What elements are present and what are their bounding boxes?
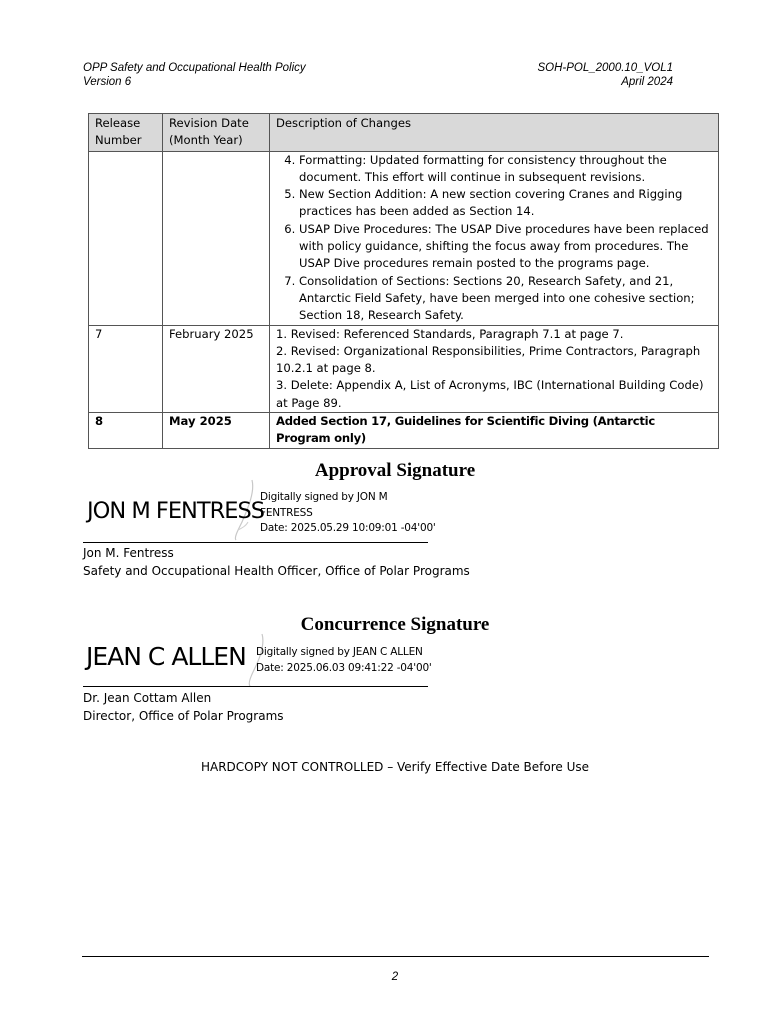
signed-date: Date: 2025.05.29 10:09:01 -04'00'	[260, 522, 436, 534]
signer-title: Safety and Occupational Health Officer, Office of Polar Programs	[83, 563, 470, 578]
table-header-row	[89, 114, 719, 152]
date-cell	[163, 151, 270, 325]
concurrence-signature-details	[256, 645, 432, 676]
approval-signer	[83, 545, 470, 580]
approval-signature-name: JON M FENTRESS	[87, 498, 265, 524]
signed-by-line: Digitally signed by JON M	[260, 491, 388, 503]
release-cell: 7	[89, 325, 163, 412]
change-line: 2. Revised: Organizational Responsibilities, Prime Contractors, Paragraph 10.2.1 at page 8.	[276, 343, 701, 376]
signer-name: Dr. Jean Cottam Allen	[83, 691, 212, 705]
concurrence-signer	[83, 690, 284, 725]
list-item: 7. Consolidation of Sections: Sections 20, Research Safety, and 21, Antarctic Field Safety, have been merged into one cohesive section; Section 18, Research Safety.	[299, 273, 712, 325]
list-item: 4. Formatting: Updated formatting for consistency throughout the document. This effort will continue in subsequent revisions.	[299, 152, 712, 187]
hardcopy-notice: HARDCOPY NOT CONTROLLED – Verify Effective Date Before Use	[200, 760, 590, 774]
header-left	[83, 61, 306, 89]
description-cell: Added Section 17, Guidelines for Scientific Diving (Antarctic Program only)	[270, 413, 719, 449]
description-cell	[270, 325, 719, 412]
signer-name: Jon M. Fentress	[83, 546, 174, 560]
table-row	[89, 151, 719, 325]
change-line: 1. Revised: Referenced Standards, Paragraph 7.1 at page 7.	[276, 326, 624, 341]
change-list	[276, 152, 712, 325]
signed-date: Date: 2025.06.03 09:41:22 -04'00'	[256, 661, 432, 674]
revision-table	[88, 113, 719, 449]
change-line: 3. Delete: Appendix A, List of Acronyms, IBC (International Building Code) at Page 89.	[276, 378, 704, 410]
concurrence-signature-line	[83, 686, 428, 687]
release-cell	[89, 151, 163, 325]
release-cell: 8	[89, 413, 163, 449]
page-number: 2	[391, 971, 399, 983]
column-header-date: Revision Date (Month Year)	[163, 114, 270, 152]
document-date: April 2024	[621, 76, 673, 88]
table-row	[89, 325, 719, 412]
header-right	[520, 61, 673, 89]
document-title: OPP Safety and Occupational Health Policy	[83, 62, 306, 74]
column-header-release: Release Number	[89, 114, 163, 152]
date-cell: May 2025	[163, 413, 270, 449]
table-row	[89, 413, 719, 449]
signed-by-line: Digitally signed by JEAN C ALLEN	[256, 646, 423, 658]
concurrence-signature-name: JEAN C ALLEN	[86, 642, 246, 671]
column-header-description: Description of Changes	[270, 114, 719, 152]
description-cell	[270, 151, 719, 325]
signed-by-line: FENTRESS	[260, 506, 313, 519]
list-item: 5. New Section Addition: A new section covering Cranes and Rigging practices has been added as Section 14.	[299, 186, 712, 221]
document-id: SOH-POL_2000.10_VOL1	[537, 62, 673, 74]
document-version: Version 6	[83, 76, 132, 88]
footer-divider	[82, 956, 709, 957]
approval-signature-line	[83, 542, 428, 543]
signer-title: Director, Office of Polar Programs	[83, 708, 284, 723]
concurrence-heading: Concurrence Signature	[300, 614, 490, 635]
approval-signature-details	[260, 490, 436, 537]
approval-heading: Approval Signature	[314, 460, 476, 481]
date-cell: February 2025	[163, 325, 270, 412]
list-item: 6. USAP Dive Procedures: The USAP Dive procedures have been replaced with policy guidance, shifting the focus away from procedures. The USAP Dive procedures remain posted to the programs page.	[299, 221, 712, 273]
